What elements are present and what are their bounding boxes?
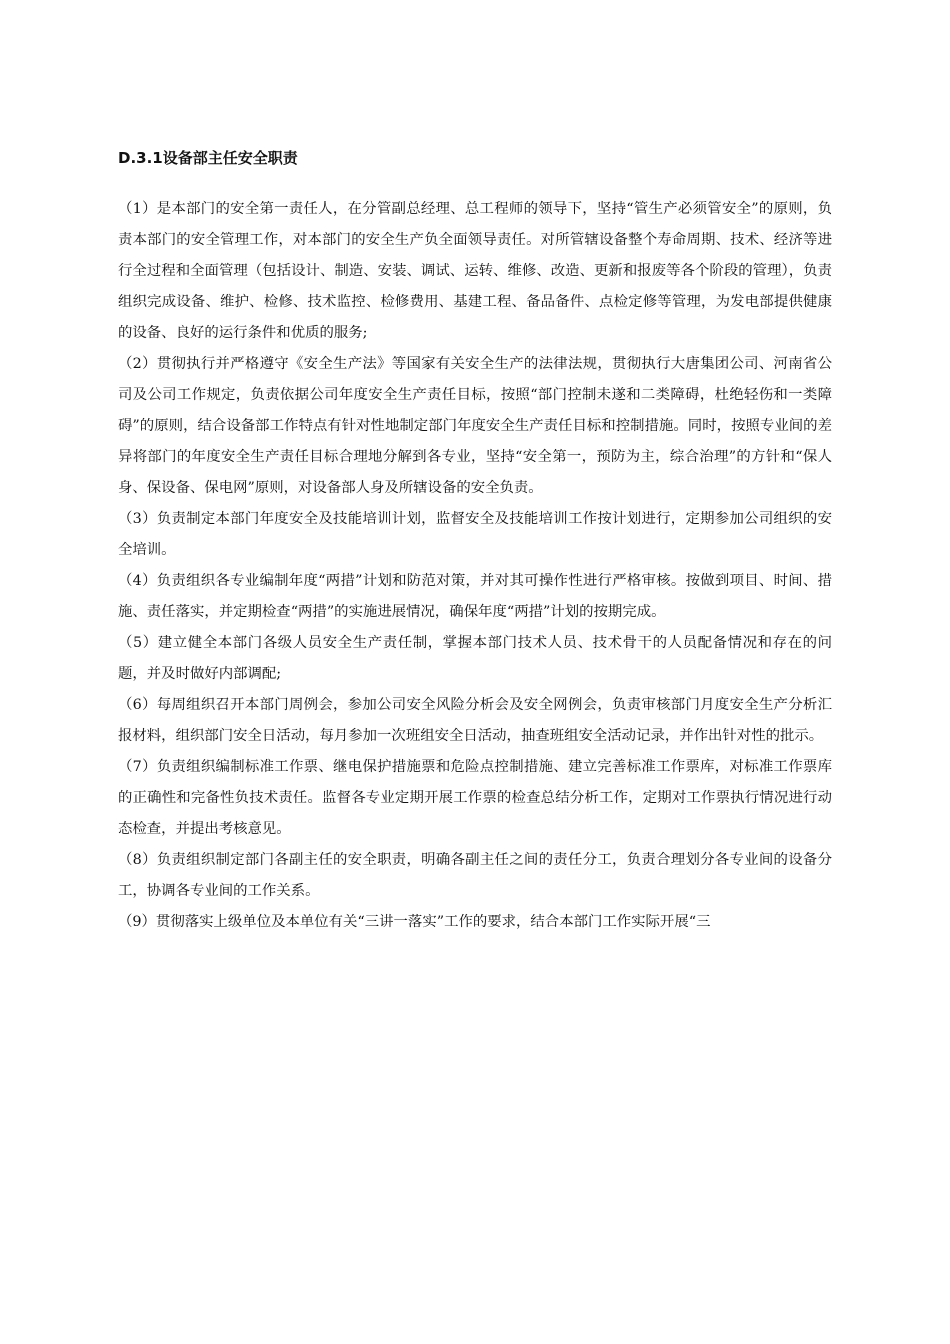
paragraph-2: （2）贯彻执行并严格遵守《安全生产法》等国家有关安全生产的法律法规，贯彻执行大唐集团公司、河南省公司及公司工作规定，负责依据公司年度安全生产责任目标，按照“部门控制未遂和二类障碍，杜绝轻伤和一类障碍”的原则，结合设备部工作特点有针对性地制定部门年度安全生产责任目标和控制措施。同时，按照专业间的差异将部门的年度安全生产责任目标合理地分解到各专业，坚持“安全第一，预防为主，综合治理”的方针和“保人身、保设备、保电网”原则，对设备部人身及所辖设备的安全负责。 (118, 356, 832, 496)
section-heading: D.3.1设备部主任安全职责 (118, 149, 298, 167)
paragraph-6: （6）每周组织召开本部门周例会，参加公司安全风险分析会及安全网例会，负责审核部门月度安全生产分析汇报材料，组织部门安全日活动，每月参加一次班组安全日活动，抽查班组安全活动记录，并作出针对性的批示。 (118, 697, 832, 744)
paragraph-9: （9）贯彻落实上级单位及本单位有关“三讲一落实”工作的要求，结合本部门工作实际开展“三 (118, 914, 711, 930)
paragraph-1: （1）是本部门的安全第一责任人，在分管副总经理、总工程师的领导下，坚持“管生产必须管安全”的原则，负责本部门的安全管理工作，对本部门的安全生产负全面领导责任。对所管辖设备整个寿命周期、技术、经济等进行全过程和全面管理（包括设计、制造、安装、调试、运转、维修、改造、更新和报废等各个阶段的管理），负责组织完成设备、维护、检修、技术监控、检修费用、基建工程、备品备件、点检定修等管理，为发电部提供健康的设备、良好的运行条件和优质的服务; (118, 201, 832, 341)
paragraph-4: （4）负责组织各专业编制年度“两措”计划和防范对策，并对其可操作性进行严格审核。按做到项目、时间、措施、责任落实，并定期检查“两措”的实施进展情况，确保年度“两措”计划的按期完成。 (118, 573, 832, 620)
paragraph-5: （5）建立健全本部门各级人员安全生产责任制，掌握本部门技术人员、技术骨干的人员配备情况和存在的问题，并及时做好内部调配; (118, 635, 832, 682)
document-page (118, 140, 832, 938)
paragraph-8: （8）负责组织制定部门各副主任的安全职责，明确各副主任之间的责任分工，负责合理划分各专业间的设备分工，协调各专业间的工作关系。 (118, 852, 832, 899)
paragraph-3: （3）负责制定本部门年度安全及技能培训计划，监督安全及技能培训工作按计划进行，定期参加公司组织的安全培训。 (118, 511, 832, 558)
paragraph-7: （7）负责组织编制标准工作票、继电保护措施票和危险点控制措施、建立完善标准工作票库，对标准工作票库的正确性和完备性负技术责任。监督各专业定期开展工作票的检查总结分析工作，定期对工作票执行情况进行动态检查，并提出考核意见。 (118, 759, 832, 837)
